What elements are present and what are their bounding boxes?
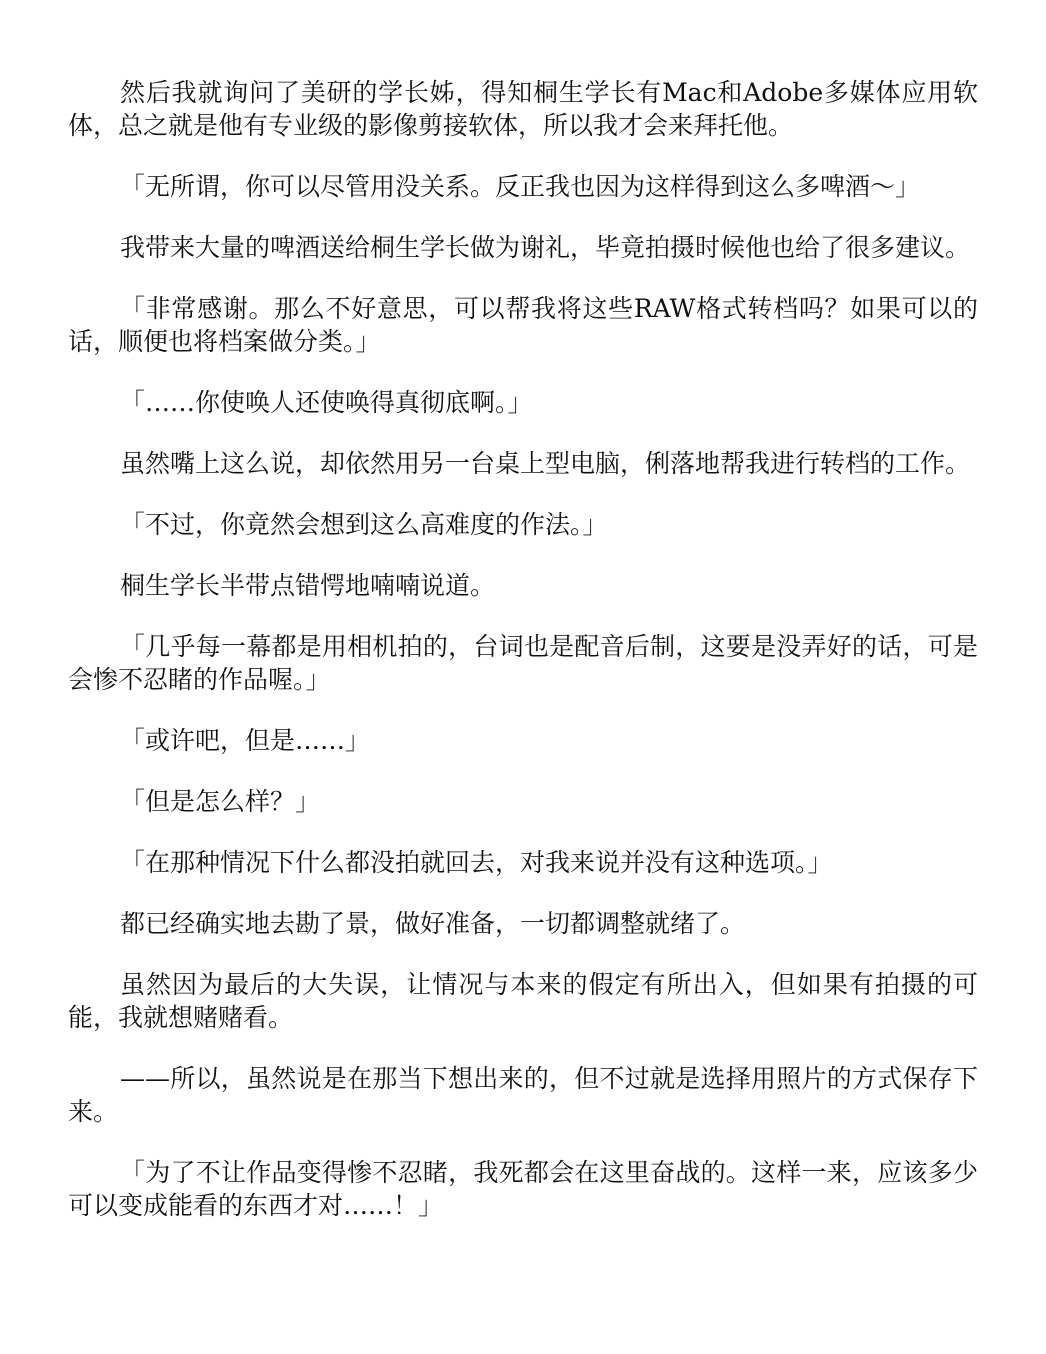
paragraph-4: 「非常感谢。那么不好意思，可以帮我将这些RAW格式转档吗？如果可以的话，顺便也将档案做分类。」: [68, 294, 978, 356]
paragraph-16: 「为了不让作品变得惨不忍睹，我死都会在这里奋战的。这样一来，应该多少可以变成能看的东西才对……！」: [68, 1158, 978, 1220]
paragraph-10: 「或许吧，但是……」: [120, 726, 371, 755]
paragraph-12: 「在那种情况下什么都没拍就回去，对我来说并没有这种选项。」: [120, 848, 833, 877]
paragraph-1: 然后我就询问了美研的学长姊，得知桐生学长有Mac和Adobe多媒体应用软体，总之就是他有专业级的影像剪接软体，所以我才会来拜托他。: [68, 78, 978, 140]
paragraph-5: 「……你使唤人还使唤得真彻底啊。」: [120, 388, 533, 417]
paragraph-15: ——所以，虽然说是在那当下想出来的，但不过就是选择用照片的方式保存下来。: [68, 1064, 978, 1126]
paragraph-8: 桐生学长半带点错愕地喃喃说道。: [120, 571, 496, 600]
paragraph-9: 「几乎每一幕都是用相机拍的，台词也是配音后制，这要是没弄好的话，可是会惨不忍睹的作品喔。」: [68, 632, 978, 694]
document-page: [68, 76, 978, 1222]
paragraph-13: 都已经确实地去勘了景，做好准备，一切都调整就绪了。: [120, 909, 746, 938]
paragraph-6: 虽然嘴上这么说，却依然用另一台桌上型电脑，俐落地帮我进行转档的工作。: [120, 449, 971, 478]
paragraph-2: 「无所谓，你可以尽管用没关系。反正我也因为这样得到这么多啤酒～」: [120, 172, 921, 201]
paragraph-3: 我带来大量的啤酒送给桐生学长做为谢礼，毕竟拍摄时候他也给了很多建议。: [120, 233, 971, 262]
paragraph-14: 虽然因为最后的大失误，让情况与本来的假定有所出入，但如果有拍摄的可能，我就想赌赌看。: [68, 970, 978, 1032]
paragraph-11: 「但是怎么样？」: [120, 787, 321, 816]
paragraph-7: 「不过，你竟然会想到这么高难度的作法。」: [120, 510, 608, 539]
